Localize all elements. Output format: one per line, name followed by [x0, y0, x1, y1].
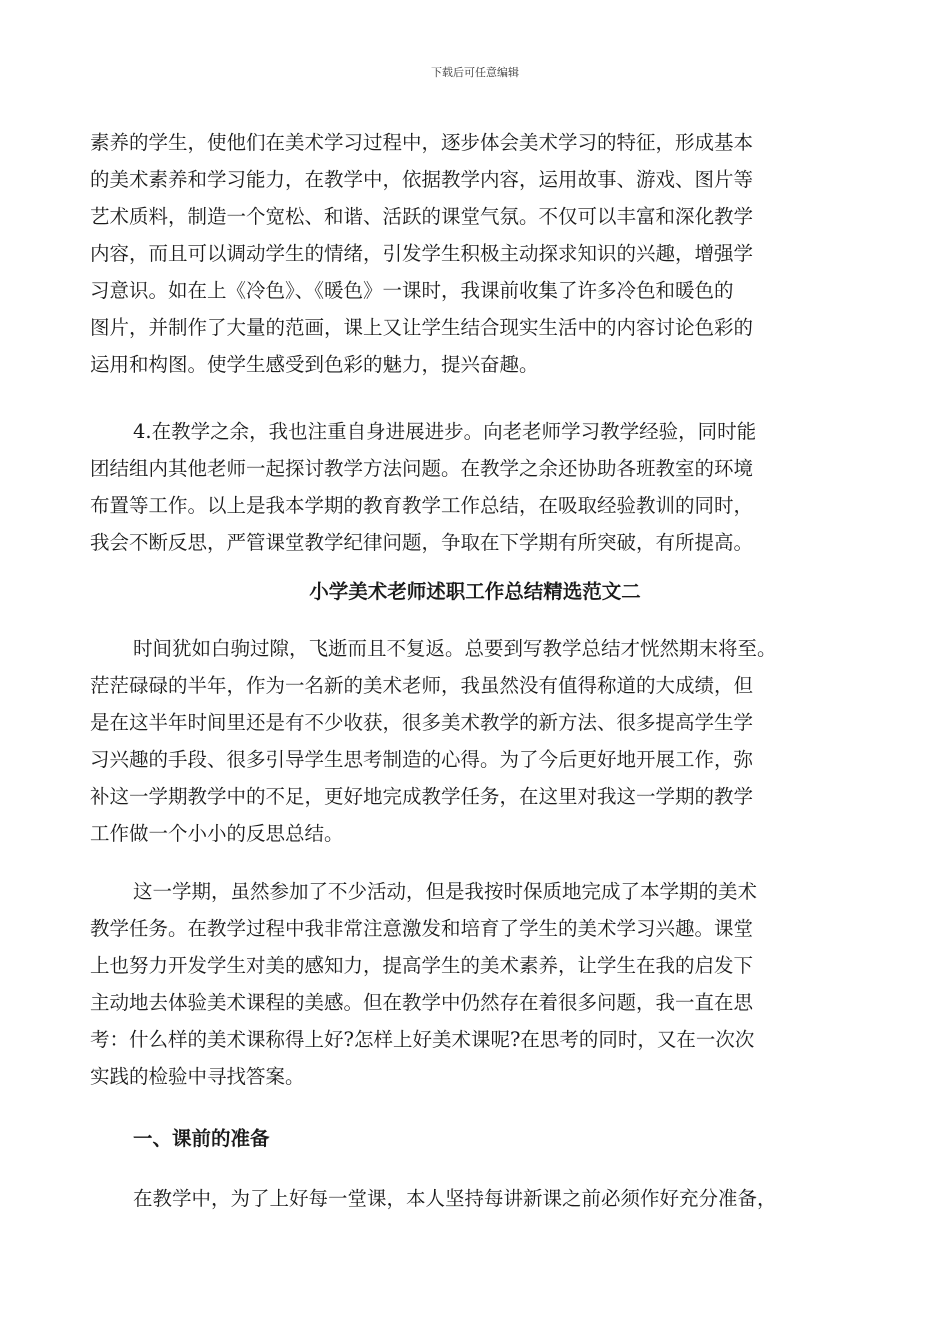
paragraph-1-line-7: 运用和构图。使学生感受到色彩的魅力，提兴奋趣。 — [90, 353, 539, 376]
paragraph-3-line-3: 是在这半年时间里还是有不少收获，很多美术教学的新方法、很多提高学生学 — [90, 711, 754, 734]
paragraph-1-line-1: 素养的学生，使他们在美术学习过程中，逐步体会美术学习的特征，形成基本 — [90, 131, 754, 154]
paragraph-2-line-1: 4.在教学之余，我也注重自身进展进步。向老老师学习教学经验，同时能 — [133, 420, 757, 443]
paragraph-1-line-4: 内容，而且可以调动学生的情绪，引发学生积极主动探求知识的兴趣，增强学 — [90, 242, 754, 265]
paragraph-4-line-3: 上也努力开发学生对美的感知力，提高学生的美术素养，让学生在我的启发下 — [90, 954, 754, 977]
paragraph-3-line-2: 茫茫碌碌的半年，作为一名新的美术老师，我虽然没有值得称道的大成绩，但 — [90, 674, 754, 697]
paragraph-1-line-5: 习意识。如在上《冷色》、《暖色》一课时，我课前收集了许多冷色和暖色的 — [90, 279, 734, 302]
paragraph-1-line-3: 艺术质料，制造一个宽松、和谐、活跃的课堂气氛。不仅可以丰富和深化教学 — [90, 205, 754, 228]
section-title: 小学美术老师述职工作总结精选范文二 — [309, 580, 641, 603]
paragraph-5-line-1: 在教学中，为了上好每一堂课，本人坚持每讲新课之前必须作好充分准备， — [133, 1187, 777, 1210]
paragraph-2-line-2: 团结组内其他老师一起探讨教学方法问题。在教学之余还协助各班教室的环境 — [90, 457, 754, 480]
paragraph-2-line-3: 布置等工作。以上是我本学期的教育教学工作总结，在吸取经验教训的同时， — [90, 494, 754, 517]
sub-heading: 一、课前的准备 — [133, 1127, 270, 1150]
paragraph-1-line-6: 图片，并制作了大量的范画，课上又让学生结合现实生活中的内容讨论色彩的 — [90, 316, 754, 339]
paragraph-4-line-5: 考：什么样的美术课称得上好?怎样上好美术课呢?在思考的同时，又在一次次 — [90, 1028, 755, 1051]
paragraph-2-line-4: 我会不断反思，严管课堂教学纪律问题，争取在下学期有所突破，有所提高。 — [90, 531, 754, 554]
paragraph-3-line-4: 习兴趣的手段、很多引导学生思考制造的心得。为了今后更好地开展工作，弥 — [90, 748, 754, 771]
paragraph-3-line-1: 时间犹如白驹过隙，飞逝而且不复返。总要到写教学总结才恍然期末将至。 — [133, 637, 777, 660]
paragraph-3-line-6: 工作做一个小小的反思总结。 — [90, 822, 344, 845]
paragraph-4-line-1: 这一学期，虽然参加了不少活动，但是我按时保质地完成了本学期的美术 — [133, 880, 758, 903]
paragraph-4-line-2: 教学任务。在教学过程中我非常注意激发和培育了学生的美术学习兴趣。课堂 — [90, 917, 754, 940]
paragraph-4-line-6: 实践的检验中寻找答案。 — [90, 1065, 305, 1088]
paragraph-4-line-4: 主动地去体验美术课程的美感。但在教学中仍然存在着很多问题，我一直在思 — [90, 991, 754, 1014]
paragraph-1-line-2: 的美术素养和学习能力，在教学中，依据教学内容，运用故事、游戏、图片等 — [90, 168, 754, 191]
page-header: 下载后可任意编辑 — [431, 66, 519, 79]
paragraph-3-line-5: 补这一学期教学中的不足，更好地完成教学任务，在这里对我这一学期的教学 — [90, 785, 754, 808]
